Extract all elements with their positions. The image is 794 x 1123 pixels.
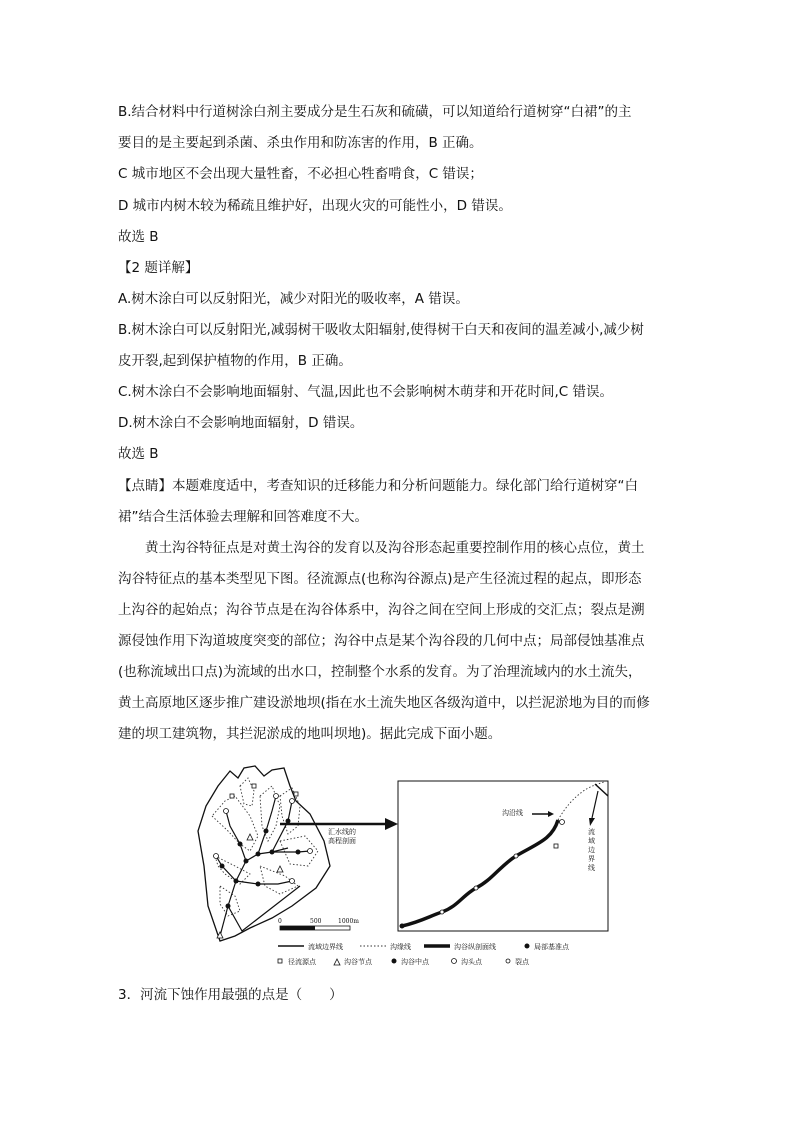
boundary-char-3: 边 <box>588 846 595 854</box>
gully-feature-figure <box>180 756 620 978</box>
text-line: D.树木涂白不会影响地面辐射，D 错误。 <box>118 415 364 431</box>
text-line: A.树木涂白可以反射阳光，减少对阳光的吸收率，A 错误。 <box>118 291 469 307</box>
scale-bar <box>278 918 359 930</box>
profile-arrow <box>280 818 398 845</box>
scale-label-500: 500 <box>310 918 322 925</box>
text-line: C.树木涂白不会影响地面辐射、气温,因此也不会影响树木萌芽和开花时间,C 错误。 <box>118 384 614 400</box>
scale-label-0: 0 <box>278 918 282 925</box>
gully-edge-label: 沟沿线 <box>502 809 523 817</box>
text-line: 皮开裂,起到保护植物的作用，B 正确。 <box>118 353 352 369</box>
paragraph-line: 源侵蚀作用下沟道坡度突变的部位；沟谷中点是某个沟谷段的几何中点；局部侵蚀基准点 <box>118 633 645 649</box>
arrow-label-line1: 汇水线的 <box>328 828 356 836</box>
section-heading: 【2 题详解】 <box>118 260 199 276</box>
legend-mid-point: 沟谷中点 <box>401 958 429 966</box>
legend-row-1 <box>278 942 570 951</box>
text-line: 故选 B <box>118 446 159 462</box>
figure-svg <box>180 756 620 978</box>
scale-label-1000: 1000m <box>338 918 359 925</box>
legend-node-point: 沟谷节点 <box>344 958 372 966</box>
text-line: B.树木涂白可以反射阳光,减弱树干吸收太阳辐射,使得树干白天和夜间的温差减小,减少树 <box>118 322 644 338</box>
paragraph-line: 黄土沟谷特征点是对黄土沟谷的发育以及沟谷形态起重要控制作用的核心点位，黄土 <box>118 540 645 556</box>
legend-gully-edge: 沟缘线 <box>390 943 411 951</box>
paragraph-line: 建的坝工建筑物，其拦泥淤成的地叫坝地)。据此完成下面小题。 <box>118 726 502 742</box>
text-line: 故选 B <box>118 229 159 245</box>
paragraph-line: 沟谷特征点的基本类型见下图。径流源点(也称沟谷源点)是产生径流过程的起点，即形态 <box>118 571 642 587</box>
legend-basin-boundary: 流域边界线 <box>308 943 343 951</box>
text-line: D 城市内树木较为稀疏且维护好，出现火灾的可能性小，D 错误。 <box>118 198 512 214</box>
boundary-char-1: 流 <box>588 828 595 836</box>
boundary-char-4: 界 <box>588 855 595 863</box>
legend-head-point: 沟头点 <box>461 958 482 966</box>
legend-row-2 <box>278 957 530 966</box>
text-line: 【点睛】本题难度适中，考查知识的迁移能力和分析问题能力。绿化部门给行道树穿“白 <box>118 478 638 494</box>
paragraph-line: (也称流域出口点)为流域的出水口，控制整个水系的发育。为了治理流域内的水土流失， <box>118 664 642 680</box>
paragraph-line: 黄土高原地区逐步推广建设淤地坝(指在水土流失地区各级沟道中，以拦泥淤地为目的而修 <box>118 695 650 711</box>
legend-source-point: 径流源点 <box>288 958 316 966</box>
paragraph-line: 上沟谷的起始点；沟谷节点是在沟谷体系中，沟谷之间在空间上形成的交汇点；裂点是溯 <box>118 602 645 618</box>
boundary-char-5: 线 <box>588 864 595 872</box>
text-line: 要目的是主要起到杀菌、杀虫作用和防冻害的作用，B 正确。 <box>118 135 483 151</box>
text-line: C 城市地区不会出现大量牲畜，不必担心牲畜啃食，C 错误； <box>118 166 483 182</box>
boundary-char-2: 域 <box>588 837 595 845</box>
text-line: B.结合材料中行道树涂白剂主要成分是生石灰和硫磺，可以知道给行道树穿“白裙”的主 <box>118 104 632 120</box>
elevation-profile <box>398 781 608 931</box>
legend-crack-point: 裂点 <box>515 958 529 966</box>
gully-lines <box>216 796 310 936</box>
gully-edges <box>212 778 318 916</box>
legend-profile-line: 沟谷纵剖面线 <box>454 943 496 951</box>
arrow-label-line2: 高程剖面 <box>328 837 356 845</box>
text-line: 裙”结合生活体验去理解和回答难度不大。 <box>118 509 368 525</box>
watershed-map <box>198 766 359 941</box>
question-3: 3．河流下蚀作用最强的点是（ ） <box>118 987 343 1003</box>
legend-base-point: 局部基准点 <box>534 943 569 951</box>
